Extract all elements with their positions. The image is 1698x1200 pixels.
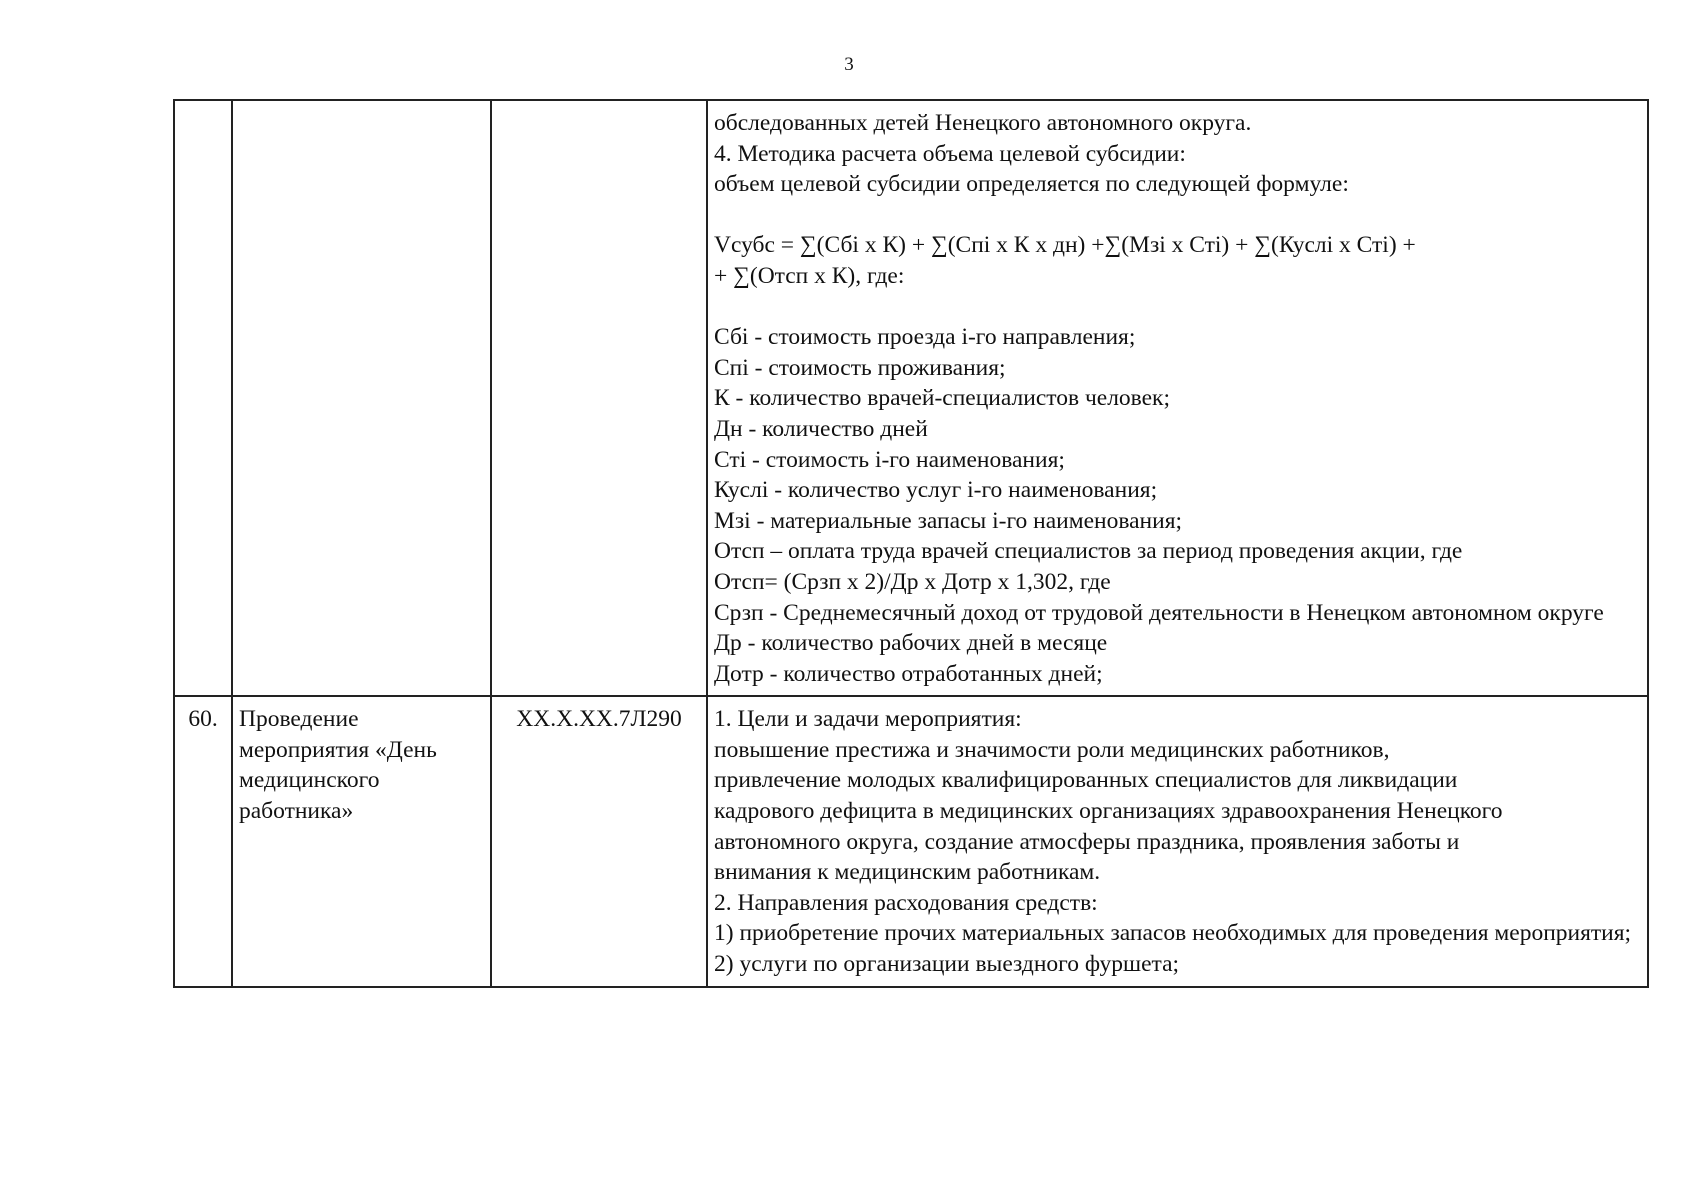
text-line: 2) услуги по организации выездного фуршета;	[714, 951, 1180, 978]
text-line: Срзп - Среднемесячный доход от трудовой деятельности в Ненецком автономном округе	[714, 599, 1604, 626]
text-line: 1) приобретение прочих материальных запасов необходимых для проведения мероприятия;	[714, 920, 1632, 947]
page-number: 3	[844, 54, 854, 75]
budget-code-cell	[491, 100, 707, 696]
table-row	[174, 100, 1648, 696]
text-line: Куслi - количество услуг i-го наименования;	[714, 477, 1158, 504]
text-line: Отсп – оплата труда врачей специалистов за период проведения акции, где	[714, 538, 1463, 565]
text-line: Стi - стоимость i-го наименования;	[714, 446, 1065, 473]
text-line: привлечение молодых квалифицированных специалистов для ликвидации	[714, 767, 1458, 794]
blank-line	[714, 200, 1641, 231]
row-number-cell: 60.	[174, 696, 232, 986]
blank-line	[714, 292, 1641, 323]
text-line: Отсп= (Срзп х 2)/Др х Дотр х 1,302, где	[714, 568, 1111, 595]
text-line: повышение престижа и значимости роли медицинских работников,	[714, 736, 1390, 763]
text-line: Дн - количество дней	[714, 415, 928, 442]
text-line: внимания к медицинским работникам.	[714, 859, 1101, 886]
formula-line: + ∑(Отсп х К), где:	[714, 262, 905, 289]
text-line: кадрового дефицита в медицинских организациях здравоохранения Ненецкого	[714, 798, 1503, 825]
text-line: 2. Направления расходования средств:	[714, 889, 1098, 916]
text-line: Сбi - стоимость проезда i-го направления;	[714, 324, 1136, 351]
measure-description-cell	[707, 696, 1648, 986]
measure-description-cell	[707, 100, 1648, 696]
table-row	[174, 696, 1648, 986]
name-line: медицинского	[239, 767, 380, 794]
text-line: автономного округа, создание атмосферы праздника, проявления заботы и	[714, 828, 1460, 855]
name-line: работника»	[239, 798, 354, 825]
text-line: 1. Цели и задачи мероприятия:	[714, 706, 1022, 733]
budget-code-cell: ХХ.Х.ХХ.7Л290	[491, 696, 707, 986]
name-line: мероприятия «День	[239, 736, 437, 763]
text-line: Спi - стоимость проживания;	[714, 354, 1006, 381]
row-number-cell	[174, 100, 232, 696]
measure-name-cell	[232, 100, 491, 696]
text-line: объем целевой субсидии определяется по следующей формуле:	[714, 171, 1349, 198]
text-line: Мзi - материальные запасы i-го наименования;	[714, 507, 1183, 534]
text-line: Дотр - количество отработанных дней;	[714, 660, 1103, 687]
measures-table	[173, 99, 1649, 988]
text-line: 4. Методика расчета объема целевой субсидии:	[714, 140, 1186, 167]
text-line: К - количество врачей-специалистов человек;	[714, 385, 1171, 412]
text-line: обследованных детей Ненецкого автономного округа.	[714, 110, 1252, 136]
formula-line: Vсубс = ∑(Сбi х К) + ∑(Спi х К х дн) +∑(Мзi х Стi) + ∑(Куслi х Стi) +	[714, 232, 1416, 259]
name-line: Проведение	[239, 706, 359, 733]
measure-name-cell	[232, 696, 491, 986]
text-line: Др - количество рабочих дней в месяце	[714, 630, 1108, 657]
